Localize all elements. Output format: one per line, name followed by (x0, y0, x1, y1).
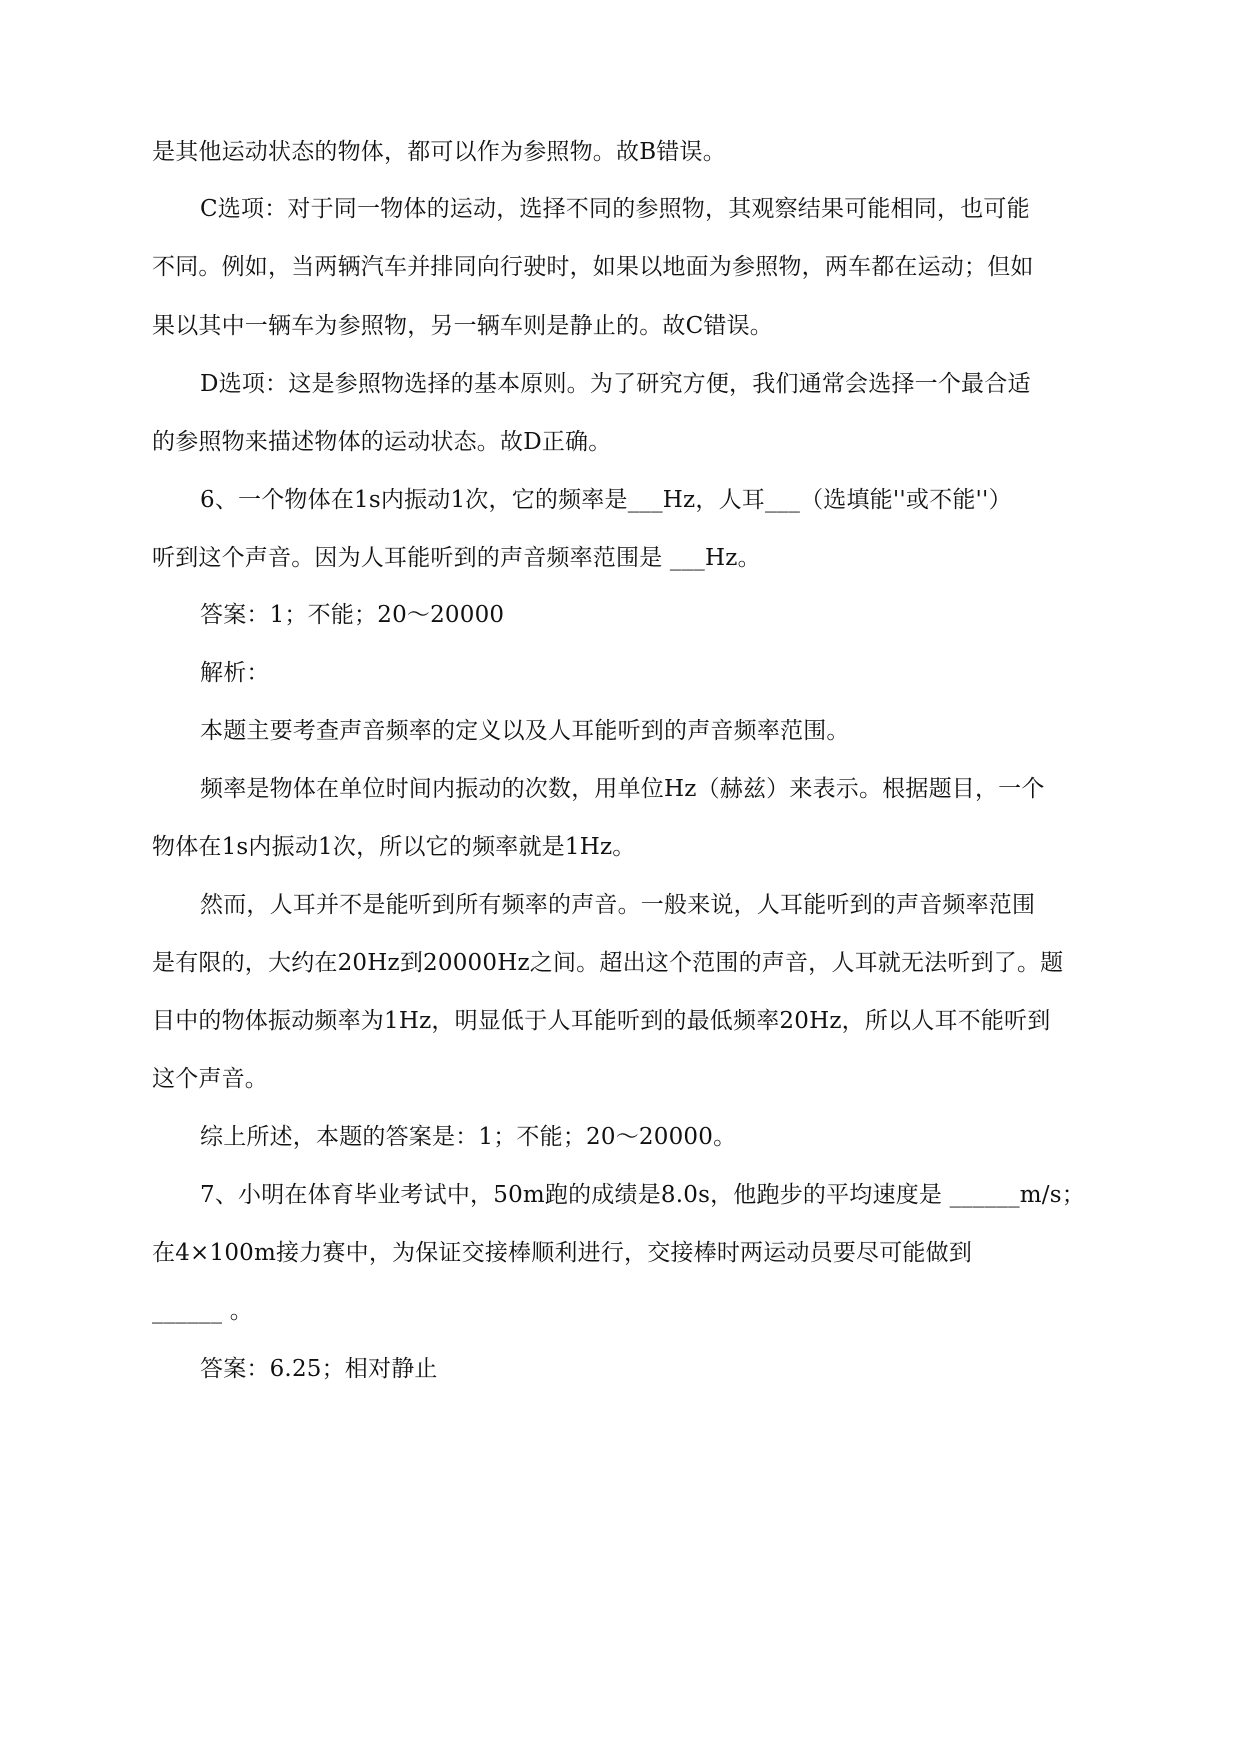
answer-7: 答案：6.25；相对静止 (200, 1356, 438, 1382)
text-line: 物体在1s内振动1次，所以它的频率就是1Hz。 (152, 834, 636, 860)
text-line: 是其他运动状态的物体，都可以作为参照物。故B错误。 (152, 139, 726, 165)
answer-6: 答案：1；不能；20～20000 (200, 602, 505, 628)
text-line: 然而，人耳并不是能听到所有频率的声音。一般来说，人耳能听到的声音频率范围 (200, 892, 1036, 918)
text-line: 在4×100m接力赛中，为保证交接棒顺利进行，交接棒时两运动员要尽可能做到 (152, 1240, 973, 1266)
analysis-heading: 解析： (200, 660, 270, 686)
summary-line: 综上所述，本题的答案是：1；不能；20～20000。 (200, 1124, 737, 1150)
text-line: 听到这个声音。因为人耳能听到的声音频率范围是 ___Hz。 (152, 545, 761, 571)
text-line: 不同。例如，当两辆汽车并排同向行驶时，如果以地面为参照物，两车都在运动；但如 (152, 254, 1034, 280)
text-line: 果以其中一辆车为参照物，另一辆车则是静止的。故C错误。 (152, 313, 773, 339)
text-line: 的参照物来描述物体的运动状态。故D正确。 (152, 429, 612, 455)
text-line: D选项：这是参照物选择的基本原则。为了研究方便，我们通常会选择一个最合适 (200, 371, 1031, 397)
question-7: 7、小明在体育毕业考试中，50m跑的成绩是8.0s，他跑步的平均速度是 ______m/s； (200, 1182, 1085, 1208)
text-line: 这个声音。 (152, 1066, 268, 1092)
question-6: 6、一个物体在1s内振动1次，它的频率是___Hz，人耳___（选填能''或不能''） (200, 487, 1012, 513)
text-line: 本题主要考查声音频率的定义以及人耳能听到的声音频率范围。 (200, 718, 850, 744)
text-line: C选项：对于同一物体的运动，选择不同的参照物，其观察结果可能相同，也可能 (200, 196, 1030, 222)
text-line: ______ 。 (152, 1298, 253, 1324)
text-line: 频率是物体在单位时间内振动的次数，用单位Hz（赫兹）来表示。根据题目，一个 (200, 776, 1045, 802)
text-line: 是有限的，大约在20Hz到20000Hz之间。超出这个范围的声音，人耳就无法听到了。题 (152, 950, 1064, 976)
text-line: 目中的物体振动频率为1Hz，明显低于人耳能听到的最低频率20Hz，所以人耳不能听到 (152, 1008, 1051, 1034)
